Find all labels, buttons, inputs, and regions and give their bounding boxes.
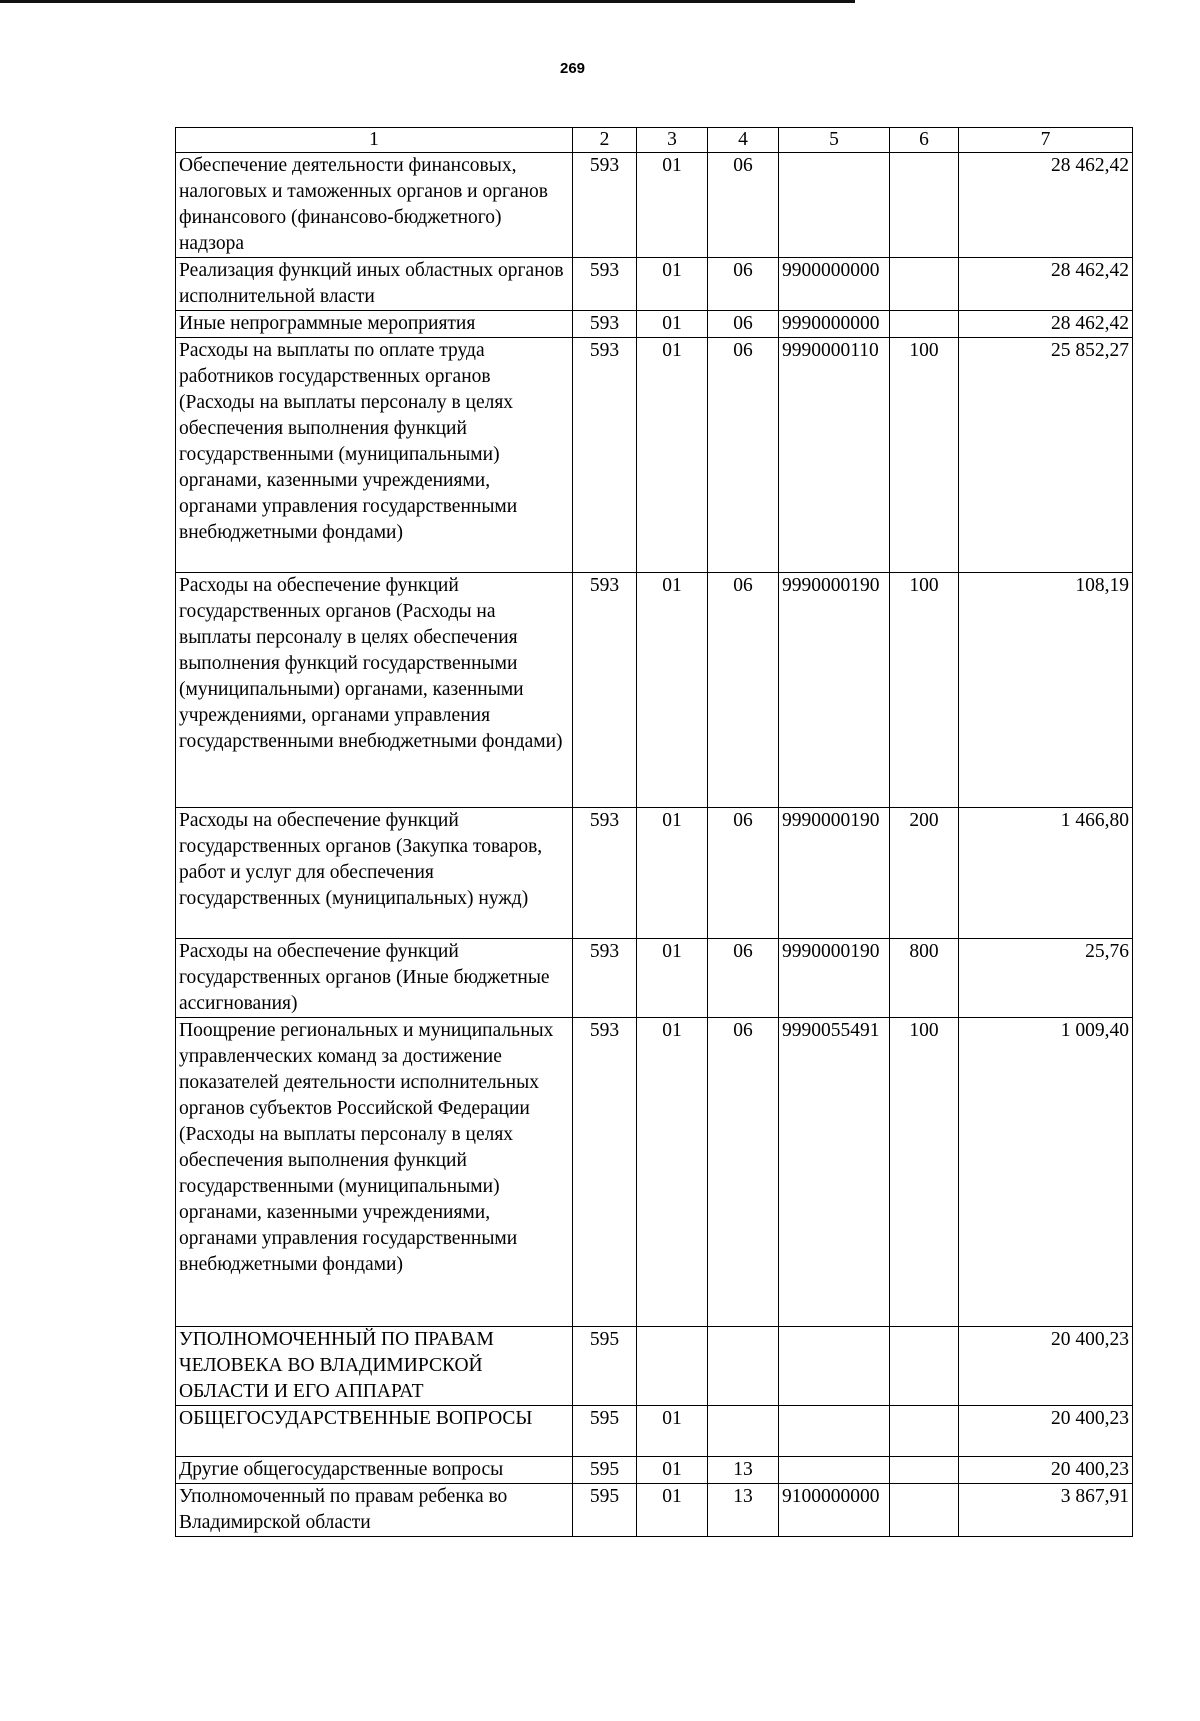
page-number: 269 xyxy=(560,60,586,77)
column-header-5: 5 xyxy=(779,128,890,153)
row-name: Расходы на обеспечение функций государственных органов (Закупка товаров, работ и услуг для обеспечения государственных (муниципальных) нужд) xyxy=(176,808,573,939)
row-target-code: 9990000190 xyxy=(779,573,890,808)
row-expense-type xyxy=(890,1484,959,1537)
row-expense-type: 800 xyxy=(890,939,959,1018)
row-amount: 1 009,40 xyxy=(959,1018,1133,1327)
row-section-code: 01 xyxy=(637,939,708,1018)
row-section-code: 01 xyxy=(637,311,708,338)
table-row xyxy=(176,1018,1133,1327)
row-ministry-code: 593 xyxy=(573,573,637,808)
row-subsection-code: 13 xyxy=(708,1484,779,1537)
row-target-code xyxy=(779,1327,890,1406)
top-border-rule xyxy=(0,0,855,3)
row-target-code: 9990055491 xyxy=(779,1018,890,1327)
column-header-3: 3 xyxy=(637,128,708,153)
row-target-code xyxy=(779,153,890,258)
row-expense-type xyxy=(890,1406,959,1457)
row-subsection-code xyxy=(708,1327,779,1406)
row-target-code: 9990000190 xyxy=(779,808,890,939)
row-target-code: 9900000000 xyxy=(779,258,890,311)
row-name: ОБЩЕГОСУДАРСТВЕННЫЕ ВОПРОСЫ xyxy=(176,1406,573,1457)
row-subsection-code: 06 xyxy=(708,311,779,338)
row-amount: 20 400,23 xyxy=(959,1406,1133,1457)
row-ministry-code: 593 xyxy=(573,153,637,258)
row-section-code: 01 xyxy=(637,1484,708,1537)
row-expense-type xyxy=(890,153,959,258)
table-row xyxy=(176,1327,1133,1406)
row-amount: 25 852,27 xyxy=(959,338,1133,573)
row-target-code xyxy=(779,1457,890,1484)
row-amount: 3 867,91 xyxy=(959,1484,1133,1537)
row-subsection-code: 13 xyxy=(708,1457,779,1484)
table-header-row xyxy=(176,128,1133,153)
row-expense-type: 100 xyxy=(890,338,959,573)
row-expense-type xyxy=(890,311,959,338)
row-name: Расходы на обеспечение функций государственных органов (Иные бюджетные ассигнования) xyxy=(176,939,573,1018)
row-expense-type xyxy=(890,258,959,311)
row-amount: 28 462,42 xyxy=(959,258,1133,311)
column-header-7: 7 xyxy=(959,128,1133,153)
column-header-6: 6 xyxy=(890,128,959,153)
column-header-1: 1 xyxy=(176,128,573,153)
row-section-code xyxy=(637,1327,708,1406)
row-amount: 20 400,23 xyxy=(959,1457,1133,1484)
row-subsection-code xyxy=(708,1406,779,1457)
row-expense-type: 100 xyxy=(890,573,959,808)
table-row xyxy=(176,939,1133,1018)
table-row xyxy=(176,1484,1133,1537)
row-section-code: 01 xyxy=(637,153,708,258)
table-row xyxy=(176,1457,1133,1484)
row-amount: 1 466,80 xyxy=(959,808,1133,939)
row-amount: 25,76 xyxy=(959,939,1133,1018)
row-subsection-code: 06 xyxy=(708,939,779,1018)
row-ministry-code: 593 xyxy=(573,338,637,573)
row-expense-type: 100 xyxy=(890,1018,959,1327)
table-row xyxy=(176,311,1133,338)
row-section-code: 01 xyxy=(637,258,708,311)
row-target-code: 9100000000 xyxy=(779,1484,890,1537)
row-subsection-code: 06 xyxy=(708,258,779,311)
row-section-code: 01 xyxy=(637,338,708,573)
row-expense-type: 200 xyxy=(890,808,959,939)
row-target-code: 9990000190 xyxy=(779,939,890,1018)
row-amount: 28 462,42 xyxy=(959,311,1133,338)
row-ministry-code: 593 xyxy=(573,808,637,939)
row-target-code: 9990000110 xyxy=(779,338,890,573)
column-header-2: 2 xyxy=(573,128,637,153)
row-section-code: 01 xyxy=(637,808,708,939)
row-name: Другие общегосударственные вопросы xyxy=(176,1457,573,1484)
row-target-code: 9990000000 xyxy=(779,311,890,338)
row-name: Уполномоченный по правам ребенка во Владимирской области xyxy=(176,1484,573,1537)
row-section-code: 01 xyxy=(637,1018,708,1327)
table-row xyxy=(176,338,1133,573)
budget-table xyxy=(175,127,1133,1537)
row-ministry-code: 595 xyxy=(573,1457,637,1484)
row-ministry-code: 595 xyxy=(573,1484,637,1537)
row-name: Иные непрограммные мероприятия xyxy=(176,311,573,338)
row-subsection-code: 06 xyxy=(708,338,779,573)
row-ministry-code: 593 xyxy=(573,311,637,338)
column-header-4: 4 xyxy=(708,128,779,153)
row-target-code xyxy=(779,1406,890,1457)
table-row xyxy=(176,1406,1133,1457)
row-section-code: 01 xyxy=(637,1457,708,1484)
row-subsection-code: 06 xyxy=(708,808,779,939)
row-section-code: 01 xyxy=(637,573,708,808)
row-amount: 28 462,42 xyxy=(959,153,1133,258)
table-row xyxy=(176,808,1133,939)
row-ministry-code: 593 xyxy=(573,1018,637,1327)
row-expense-type xyxy=(890,1327,959,1406)
row-name: Поощрение региональных и муниципальных управленческих команд за достижение показателей деятельности исполнительных органов субъектов Российской Федерации (Расходы на выплаты персоналу в целях обеспечения выполнения функций государственными (муниципальными) органами, казенными учреждениями, органами управления государственными внебюджетными фондами) xyxy=(176,1018,573,1327)
row-ministry-code: 593 xyxy=(573,258,637,311)
row-name: Расходы на выплаты по оплате труда работников государственных органов (Расходы на выплаты персоналу в целях обеспечения выполнения функций государственными (муниципальными) органами, казенными учреждениями, органами управления государственными внебюджетными фондами) xyxy=(176,338,573,573)
row-subsection-code: 06 xyxy=(708,573,779,808)
row-name: Обеспечение деятельности финансовых, налоговых и таможенных органов и органов финансового (финансово-бюджетного) надзора xyxy=(176,153,573,258)
table-row xyxy=(176,258,1133,311)
row-ministry-code: 593 xyxy=(573,939,637,1018)
row-amount: 20 400,23 xyxy=(959,1327,1133,1406)
table-row xyxy=(176,153,1133,258)
row-ministry-code: 595 xyxy=(573,1406,637,1457)
row-section-code: 01 xyxy=(637,1406,708,1457)
row-name: УПОЛНОМОЧЕННЫЙ ПО ПРАВАМ ЧЕЛОВЕКА ВО ВЛАДИМИРСКОЙ ОБЛАСТИ И ЕГО АППАРАТ xyxy=(176,1327,573,1406)
row-subsection-code: 06 xyxy=(708,153,779,258)
row-name: Реализация функций иных областных органов исполнительной власти xyxy=(176,258,573,311)
row-ministry-code: 595 xyxy=(573,1327,637,1406)
table-row xyxy=(176,573,1133,808)
row-subsection-code: 06 xyxy=(708,1018,779,1327)
row-expense-type xyxy=(890,1457,959,1484)
row-name: Расходы на обеспечение функций государственных органов (Расходы на выплаты персоналу в целях обеспечения выполнения функций государственными (муниципальными) органами, казенными учреждениями, органами управления государственными внебюджетными фондами) xyxy=(176,573,573,808)
row-amount: 108,19 xyxy=(959,573,1133,808)
